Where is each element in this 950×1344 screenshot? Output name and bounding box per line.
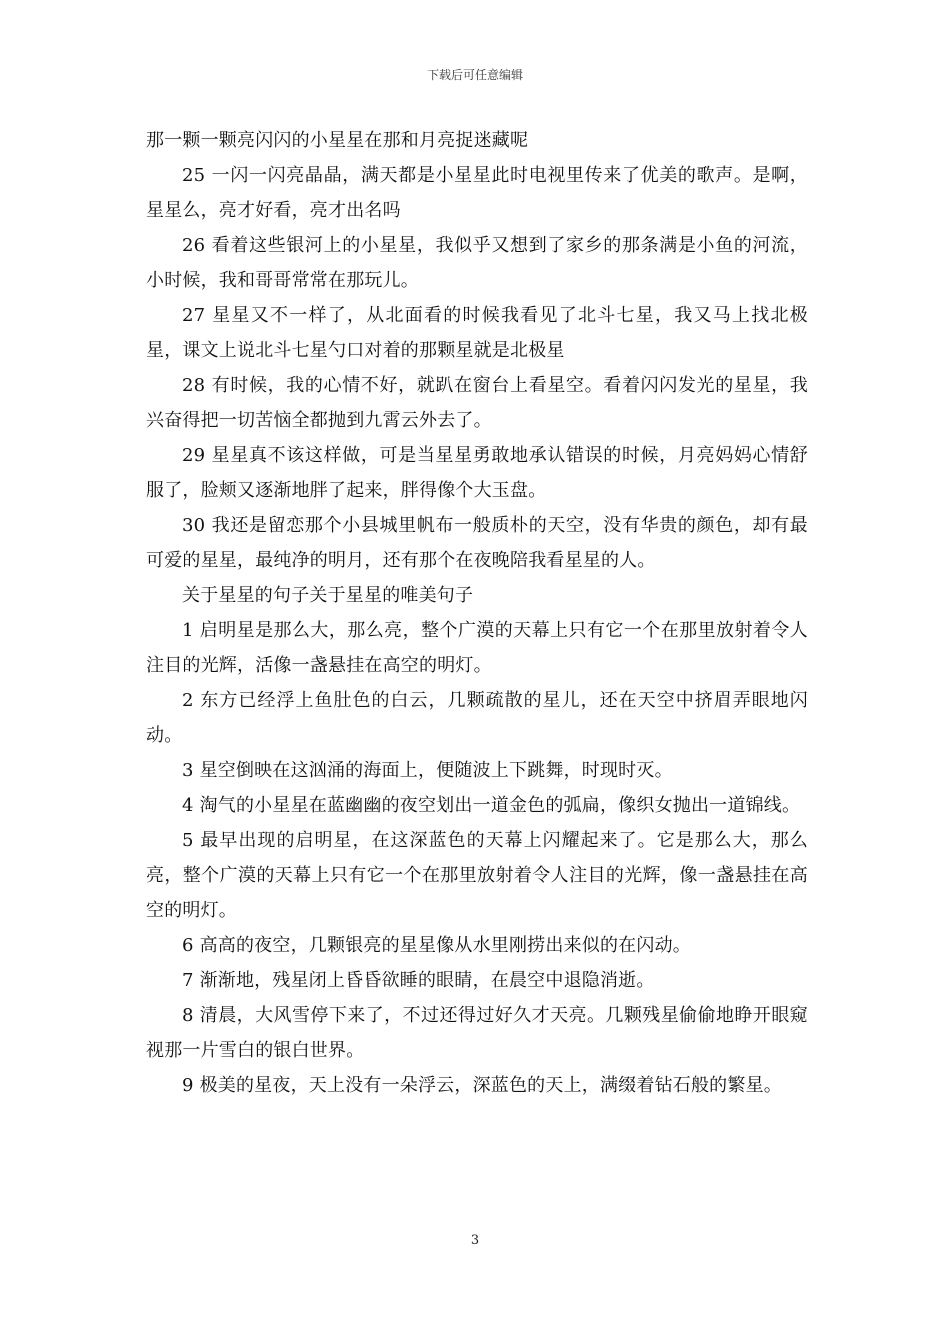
page-header: 下载后可任意编辑 xyxy=(426,68,523,82)
paragraph: 8 清晨，大风雪停下来了，不过还得过好久才天亮。几颗残星偷偷地睁开眼窥视那一片雪白的银白世界。 xyxy=(146,1005,808,1061)
paragraph: 27 星星又不一样了，从北面看的时候我看见了北斗七星，我又马上找北极星，课文上说北斗七星勺口对着的那颗星就是北极星 xyxy=(146,305,808,361)
paragraph: 26 看着这些银河上的小星星，我似乎又想到了家乡的那条满是小鱼的河流，小时候，我和哥哥常常在那玩儿。 xyxy=(146,235,808,291)
paragraph: 2 东方已经浮上鱼肚色的白云，几颗疏散的星儿，还在天空中挤眉弄眼地闪动。 xyxy=(146,690,808,746)
paragraph: 4 淘气的小星星在蓝幽幽的夜空划出一道金色的弧扁，像织女抛出一道锦线。 xyxy=(182,795,801,816)
paragraph: 1 启明星是那么大，那么亮，整个广漠的天幕上只有它一个在那里放射着令人注目的光辉，活像一盏悬挂在高空的明灯。 xyxy=(146,620,808,676)
paragraph: 3 星空倒映在这汹涌的海面上，便随波上下跳舞，时现时灭。 xyxy=(182,760,673,781)
paragraph: 25 一闪一闪亮晶晶，满天都是小星星此时电视里传来了优美的歌声。是啊，星星么，亮才好看，亮才出名吗 xyxy=(146,165,808,221)
page-number: 3 xyxy=(470,1233,480,1248)
paragraph: 5 最早出现的启明星，在这深蓝色的天幕上闪耀起来了。它是那么大，那么亮，整个广漠的天幕上只有它一个在那里放射着令人注目的光辉，像一盏悬挂在高空的明灯。 xyxy=(146,830,808,921)
paragraph: 6 高高的夜空，几颗银亮的星星像从水里刚捞出来似的在闪动。 xyxy=(182,935,691,956)
paragraph: 那一颗一颗亮闪闪的小星星在那和月亮捉迷藏呢 xyxy=(146,130,529,151)
section-heading: 关于星星的句子关于星星的唯美句子 xyxy=(182,585,474,606)
paragraph: 29 星星真不该这样做，可是当星星勇敢地承认错误的时候，月亮妈妈心情舒服了，脸颊又逐渐地胖了起来，胖得像个大玉盘。 xyxy=(146,445,808,501)
paragraph: 30 我还是留恋那个小县城里帆布一般质朴的天空，没有华贵的颜色，却有最可爱的星星，最纯净的明月，还有那个在夜晚陪我看星星的人。 xyxy=(146,515,808,571)
paragraph: 28 有时候，我的心情不好，就趴在窗台上看星空。看着闪闪发光的星星，我兴奋得把一切苦恼全都抛到九霄云外去了。 xyxy=(146,375,808,431)
paragraph: 9 极美的星夜，天上没有一朵浮云，深蓝色的天上，满缀着钻石般的繁星。 xyxy=(182,1075,782,1096)
paragraph: 7 渐渐地，残星闭上昏昏欲睡的眼睛，在晨空中退隐消逝。 xyxy=(182,970,655,991)
document-body xyxy=(146,123,808,1103)
